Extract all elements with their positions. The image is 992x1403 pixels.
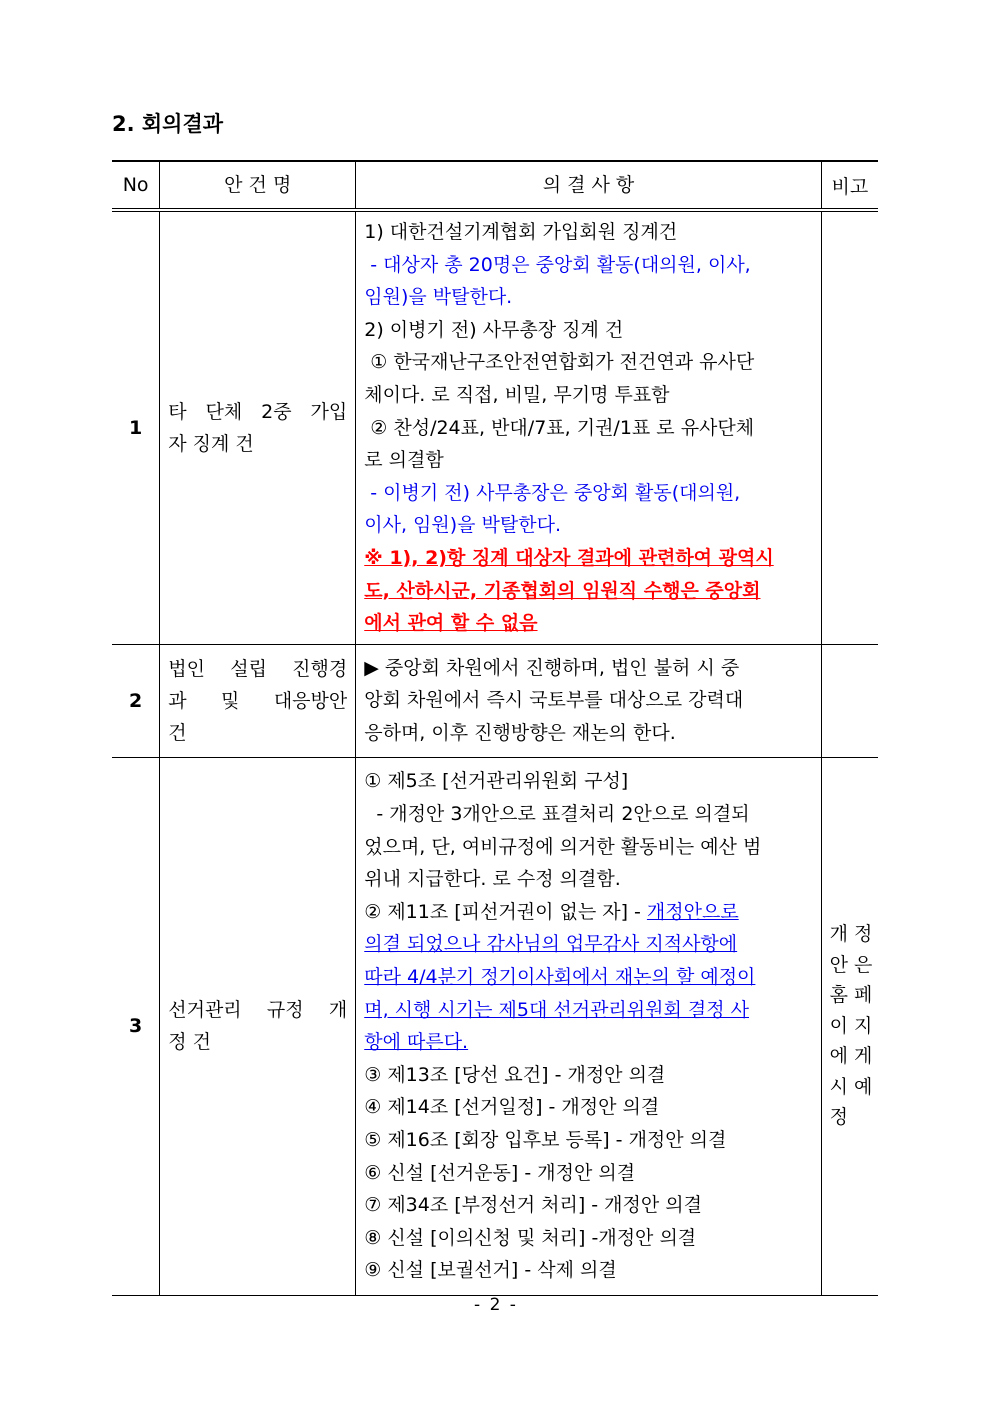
- topic-line: 법인 설립 진행경: [168, 657, 348, 680]
- resolution-line: - 이병기 전) 사무총장은 중앙회 활동(대의원,: [364, 481, 741, 504]
- resolution-line: 위내 지급한다. 로 수정 의결함.: [364, 868, 621, 891]
- header-note: 비고: [821, 161, 878, 210]
- agenda-topic: [160, 644, 356, 757]
- remarks-char: 홈: [829, 984, 849, 1007]
- section-heading: 2. 회의결과: [112, 112, 224, 136]
- resolution-line: ④ 제14조 [선거일정] - 개정안 의결: [364, 1096, 660, 1119]
- resolution-line: 1) 대한건설기계협회 가입회원 징계건: [364, 221, 678, 243]
- header-no: No: [112, 161, 160, 210]
- resolution-line: 항에 따른다.: [364, 1031, 469, 1054]
- resolution-line: ⑦ 제34조 [부정선거 처리] - 개정안 의결: [364, 1194, 702, 1217]
- remarks-cell: [821, 210, 878, 644]
- remarks-cell: [821, 757, 878, 1295]
- resolution-cell: [356, 210, 821, 644]
- topic-line: 타 단체 2중 가입: [168, 400, 348, 423]
- remarks-char: 정: [829, 1106, 849, 1129]
- remarks-char: 예: [854, 1075, 873, 1098]
- resolution-line: 따라 4/4분기 정기이사회에서 재논의 할 예정이: [364, 966, 756, 989]
- resolution-line: ⑥ 신설 [선거운동] - 개정안 의결: [364, 1161, 636, 1184]
- table-row: [112, 757, 878, 1295]
- resolution-line: ※ 1), 2)항 징계 대상자 결과에 관련하여 광역시: [364, 546, 774, 569]
- resolution-line: [364, 896, 812, 929]
- remarks-char: 안: [829, 953, 849, 976]
- resolution-line: 이사, 임원)을 박탈한다.: [364, 514, 562, 537]
- meeting-results-table: [112, 160, 878, 1296]
- table-row: [112, 210, 878, 644]
- header-topic: 안 건 명: [160, 161, 356, 210]
- topic-line: 자 징계 건: [168, 432, 254, 455]
- remarks-char: 이: [829, 1014, 849, 1037]
- resolution-line: 에서 관여 할 수 없음: [364, 612, 538, 635]
- resolution-line: ① 한국재난구조안전연합회가 전건연과 유사단: [364, 351, 755, 374]
- remarks-char: 지: [854, 1014, 873, 1037]
- resolution-line: 2) 이병기 전) 사무총장 징계 건: [364, 318, 624, 341]
- remarks-char: 은: [854, 953, 873, 976]
- row-number: 1: [112, 210, 160, 644]
- resolution-line: ⑧ 신설 [이의신청 및 처리] -개정안 의결: [364, 1226, 697, 1249]
- row-number: 2: [112, 644, 160, 757]
- resolution-line: 었으며, 단, 여비규정에 의거한 활동비는 예산 범: [364, 835, 762, 858]
- table-header-row: [112, 161, 878, 210]
- resolution-line: ▶ 중앙회 차원에서 진행하며, 법인 불허 시 중: [364, 656, 740, 679]
- resolution-line: - 대상자 총 20명은 중앙회 활동(대의원, 이사,: [364, 253, 751, 276]
- remarks-char: 시: [829, 1075, 849, 1098]
- resolution-line: - 개정안 3개안으로 표결처리 2안으로 의결되: [364, 803, 750, 826]
- topic-line: 선거관리 규정 개: [168, 999, 348, 1022]
- resolution-line: 체이다. 로 직접, 비밀, 무기명 투표함: [364, 383, 670, 406]
- remarks-char: 게: [854, 1045, 873, 1068]
- remarks-char: 페: [854, 984, 873, 1007]
- topic-line: 건: [168, 721, 187, 744]
- resolution-line: ① 제5조 [선거관리위원회 구성]: [364, 770, 629, 793]
- remarks-char: 정: [854, 923, 873, 946]
- resolution-cell: [356, 644, 821, 757]
- resolution-line: ⑤ 제16조 [회장 입후보 등록] - 개정안 의결: [364, 1129, 727, 1151]
- remarks-char: [854, 1102, 872, 1133]
- header-result: 의 결 사 항: [356, 161, 821, 210]
- agenda-topic: [160, 210, 356, 644]
- topic-line: 과 및 대응방안: [168, 689, 348, 712]
- resolution-line: 임원)을 박탈한다.: [364, 286, 513, 309]
- resolution-line: 의결 되었으나 감사님의 업무감사 지적사항에: [364, 933, 738, 956]
- row-number: 3: [112, 757, 160, 1295]
- remarks-char: 개: [829, 923, 849, 946]
- resolution-line: 응하며, 이후 진행방향은 재논의 한다.: [364, 722, 676, 745]
- resolution-line: 로 의결함: [364, 449, 444, 472]
- page-number: - 2 -: [474, 1295, 518, 1315]
- agenda-topic: [160, 757, 356, 1295]
- resolution-cell: [356, 757, 821, 1295]
- topic-line: 정 건: [168, 1031, 211, 1054]
- remarks-char: 에: [829, 1045, 849, 1068]
- resolution-line: 앙회 차원에서 즉시 국토부를 대상으로 강력대: [364, 689, 744, 712]
- resolution-line: ⑨ 신설 [보궐선거] - 삭제 의결: [364, 1259, 617, 1282]
- resolution-line: 며, 시행 시기는 제5대 선거관리위원회 결정 사: [364, 998, 749, 1021]
- table-row: [112, 644, 878, 757]
- resolution-text: ② 제11조 [피선거권이 없는 자] -: [364, 900, 647, 923]
- remarks-cell: [821, 644, 878, 757]
- resolution-line: 도, 산하시군, 기종협회의 임원직 수행은 중앙회: [364, 579, 761, 602]
- resolution-line: ③ 제13조 [당선 요건] - 개정안 의결: [364, 1063, 666, 1086]
- resolution-line: ② 찬성/24표, 반대/7표, 기권/1표 로 유사단체: [364, 416, 755, 439]
- resolution-highlight: 개정안으로: [646, 900, 739, 923]
